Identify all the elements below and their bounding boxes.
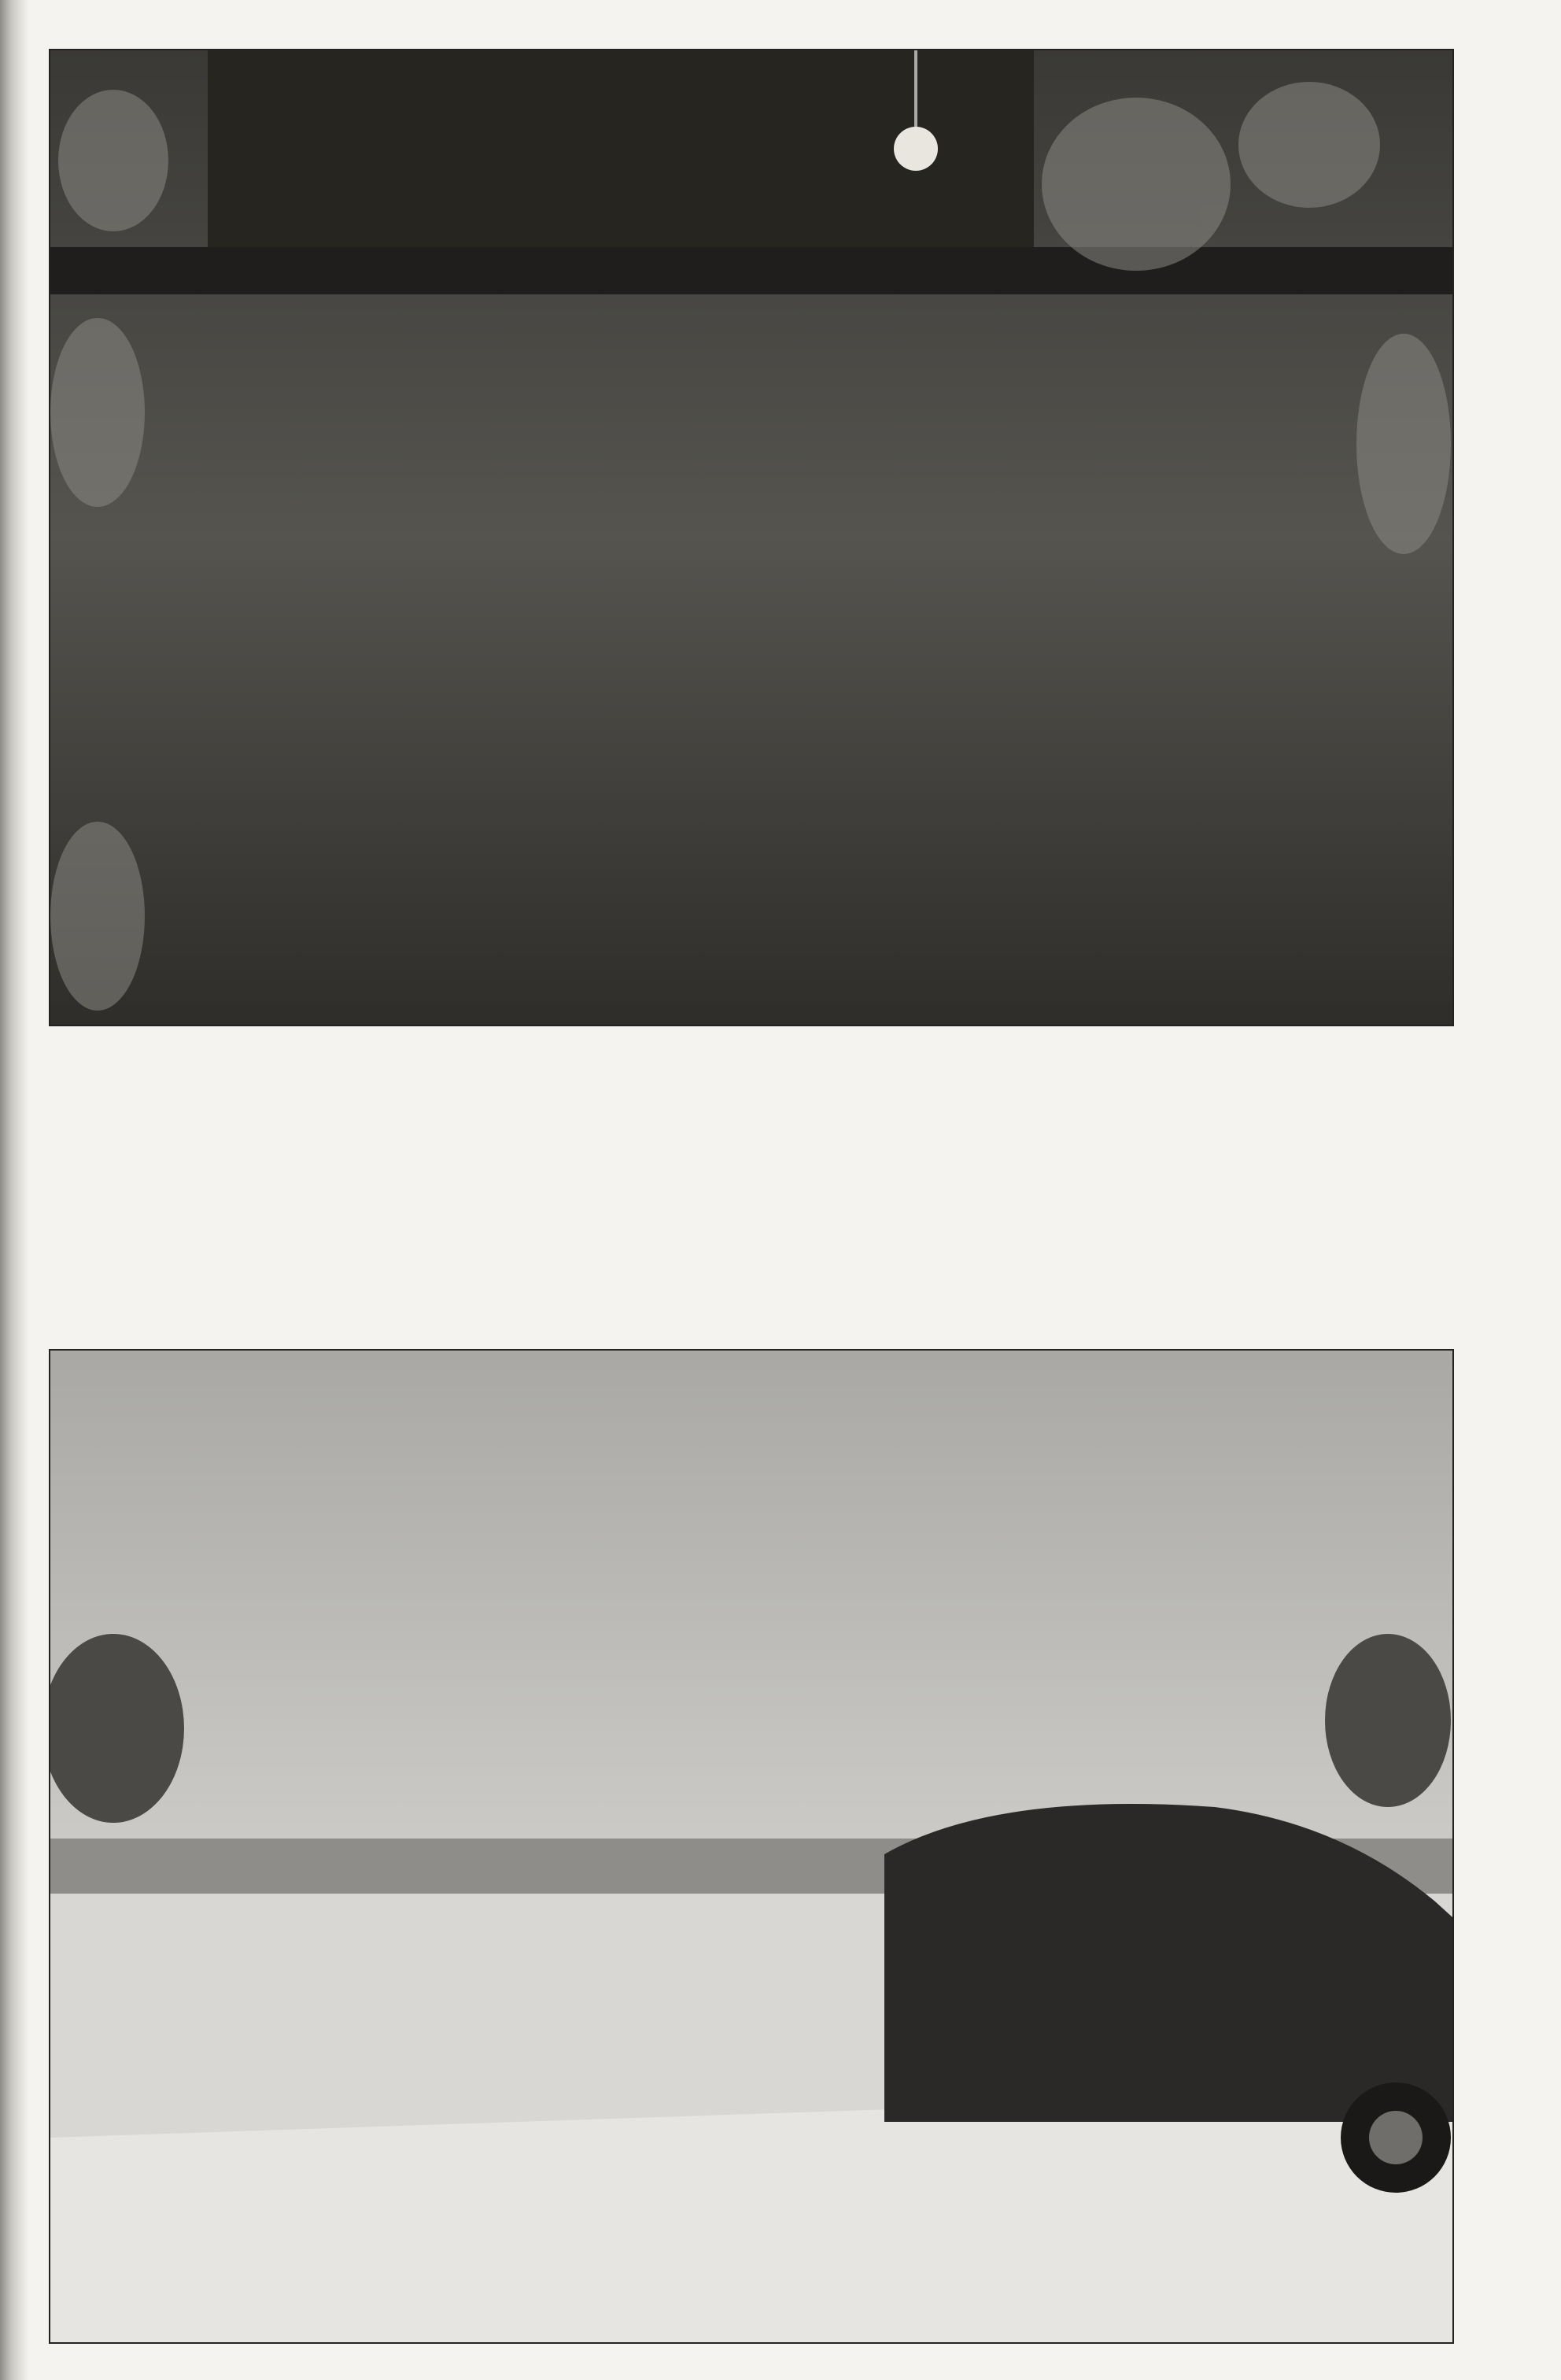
page-edge-shadow	[0, 0, 28, 2380]
s1-committee-photo	[49, 49, 1454, 1026]
s1-committee-photo-illustration	[50, 50, 1452, 1025]
hanford-visit-photo	[49, 1349, 1454, 2344]
hanford-visit-photo-illustration	[50, 1351, 1452, 2342]
